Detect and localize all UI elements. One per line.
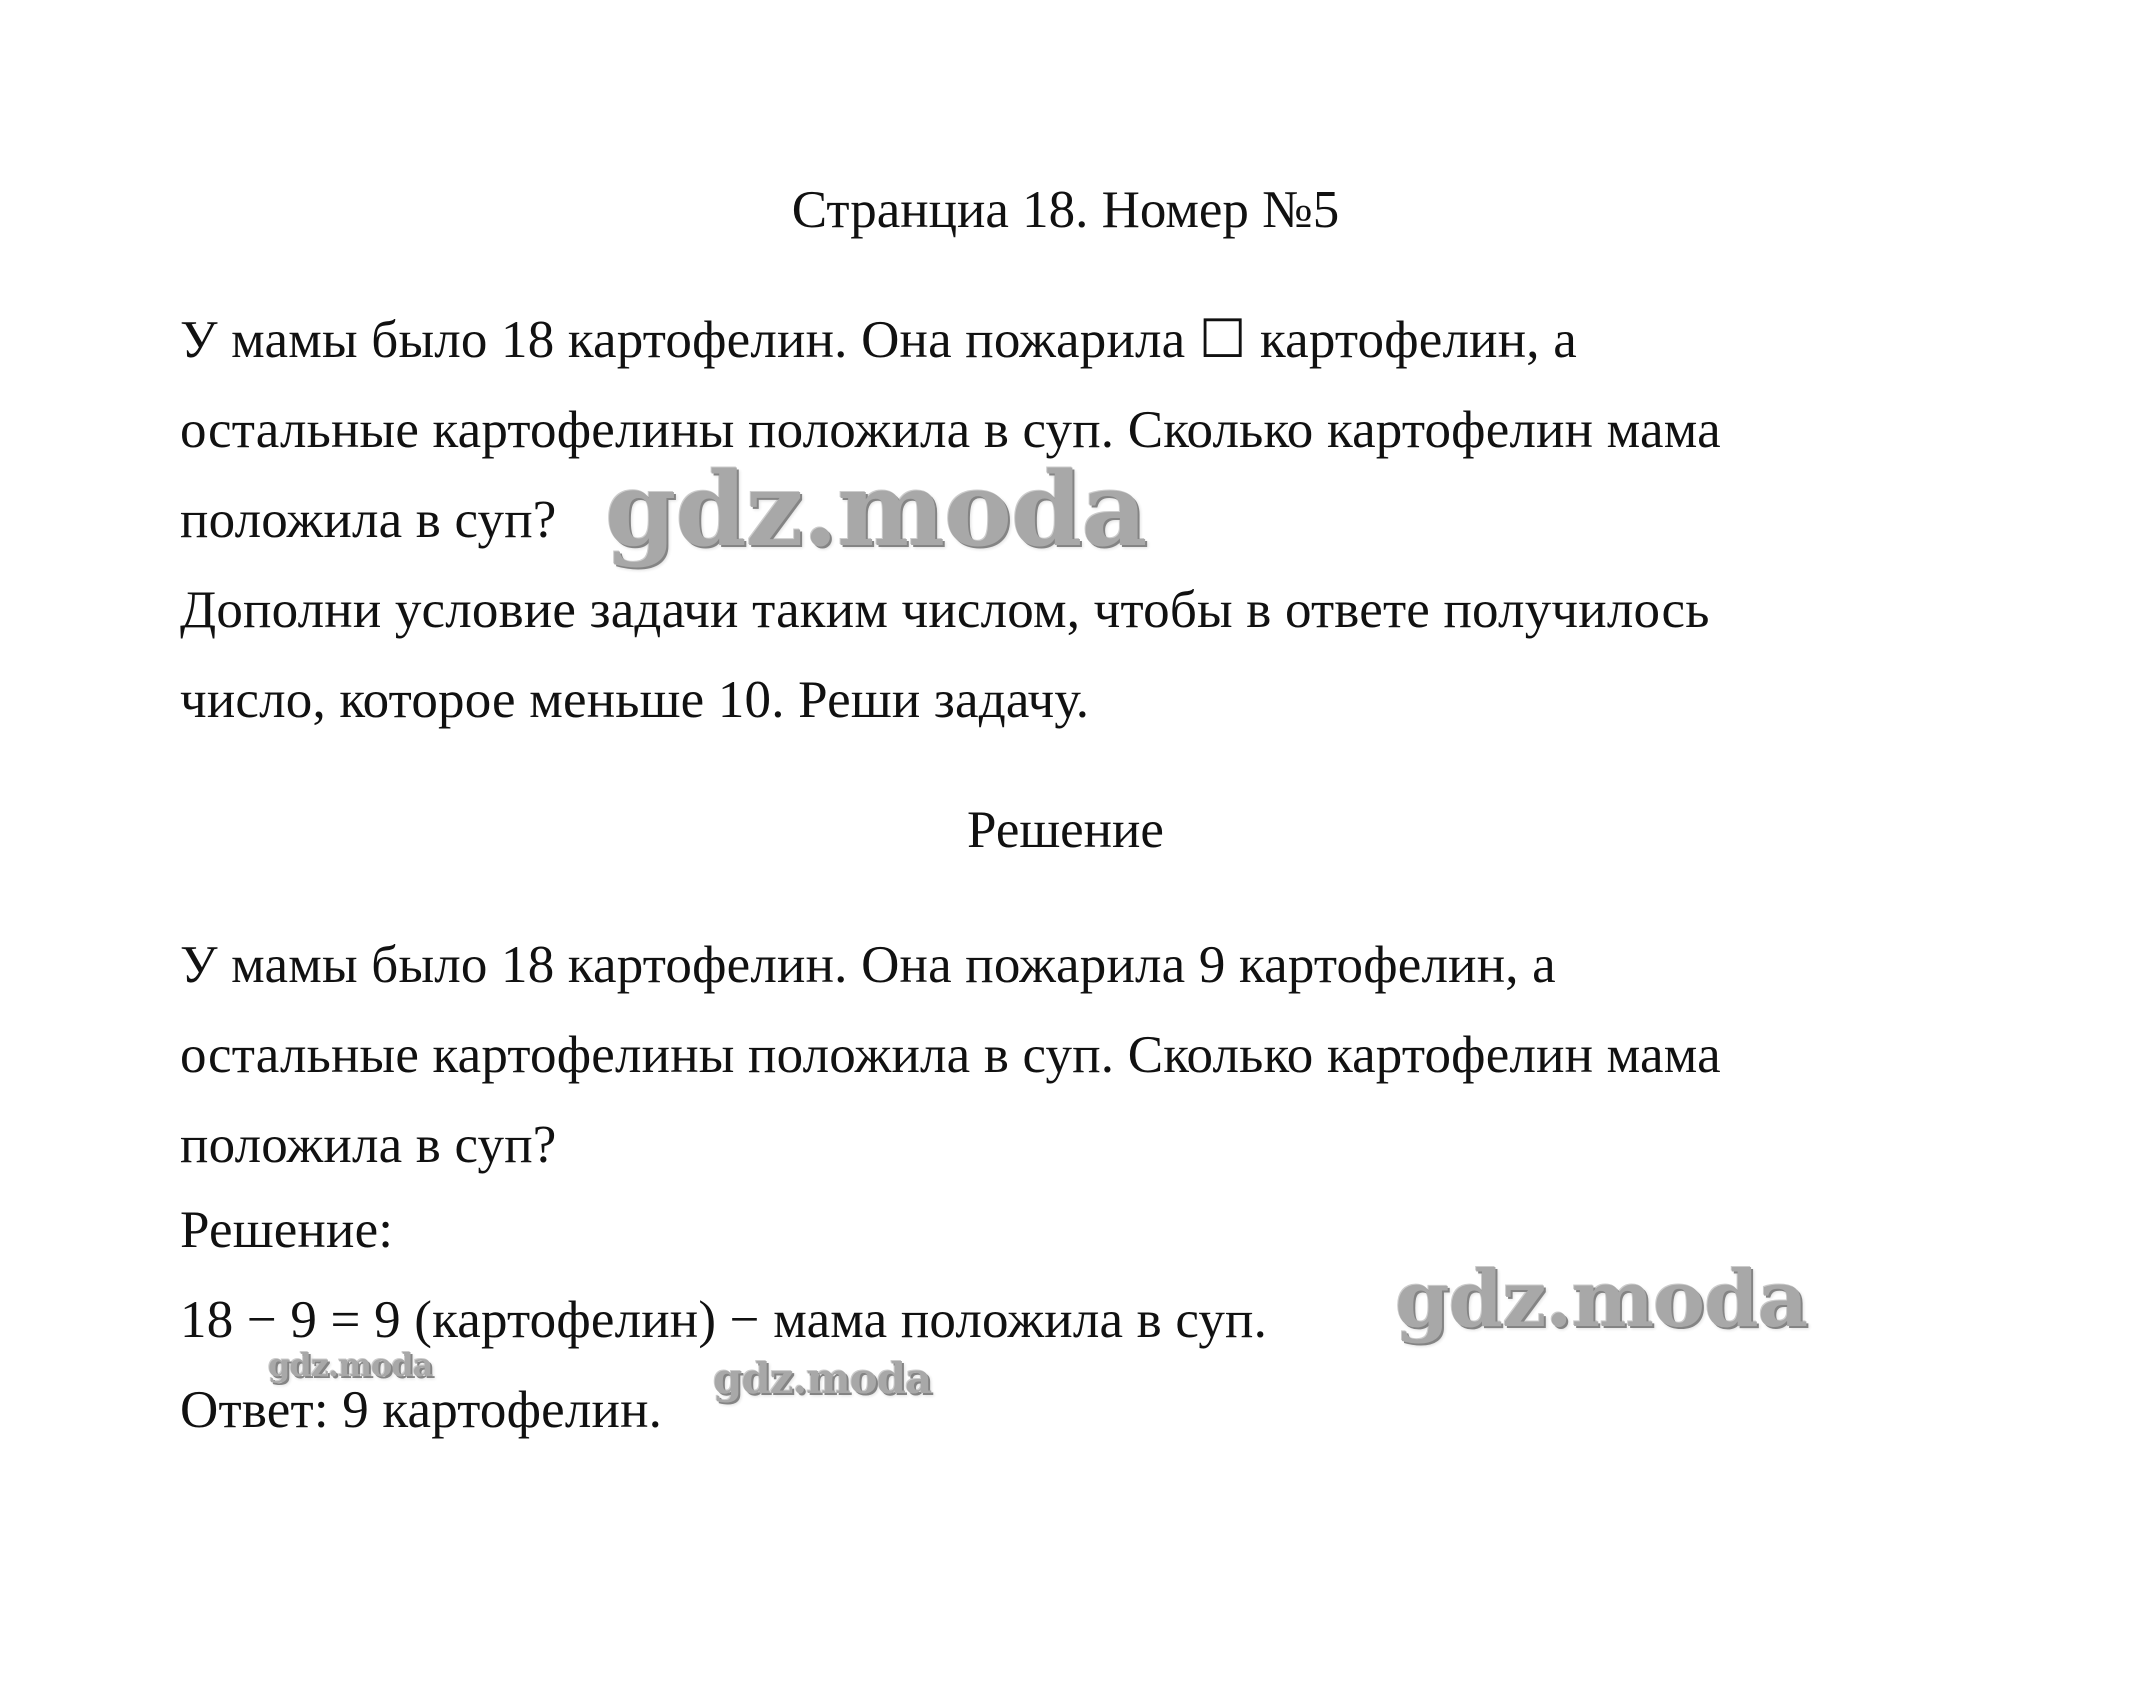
solution-line-2: остальные картофелины положила в суп. Сколько картофелин мама bbox=[180, 1026, 1721, 1084]
solution-line-1: У мамы было 18 картофелин. Она пожарила 9 картофелин, а bbox=[180, 936, 1556, 994]
solution-label: Решение: bbox=[180, 1201, 394, 1259]
task-line-1: У мамы было 18 картофелин. Она пожарила ☐ картофелин, а bbox=[180, 311, 1577, 369]
watermark-logo: gdz.moda bbox=[268, 1346, 433, 1384]
task-line-4: Дополни условие задачи таким числом, чтобы в ответе получилось bbox=[180, 581, 1710, 639]
solution-equation: 18 − 9 = 9 (картофелин) − мама положила в суп. bbox=[180, 1291, 1268, 1349]
solution-line-3: положила в суп? bbox=[180, 1116, 557, 1174]
answer-line: Ответ: 9 картофелин. bbox=[180, 1381, 663, 1439]
page-title: Странциа 18. Номер №5 bbox=[791, 181, 1340, 239]
watermark-logo: gdz.moda bbox=[605, 450, 1147, 570]
solution-heading: Решение bbox=[967, 801, 1164, 859]
task-line-5: число, которое меньше 10. Реши задачу. bbox=[180, 671, 1090, 729]
watermark-logo: gdz.moda bbox=[1395, 1254, 1808, 1345]
watermark-logo: gdz.moda bbox=[713, 1354, 932, 1403]
task-line-3: положила в суп? bbox=[180, 491, 557, 549]
task-line-2: остальные картофелины положила в суп. Сколько картофелин мама bbox=[180, 401, 1721, 459]
